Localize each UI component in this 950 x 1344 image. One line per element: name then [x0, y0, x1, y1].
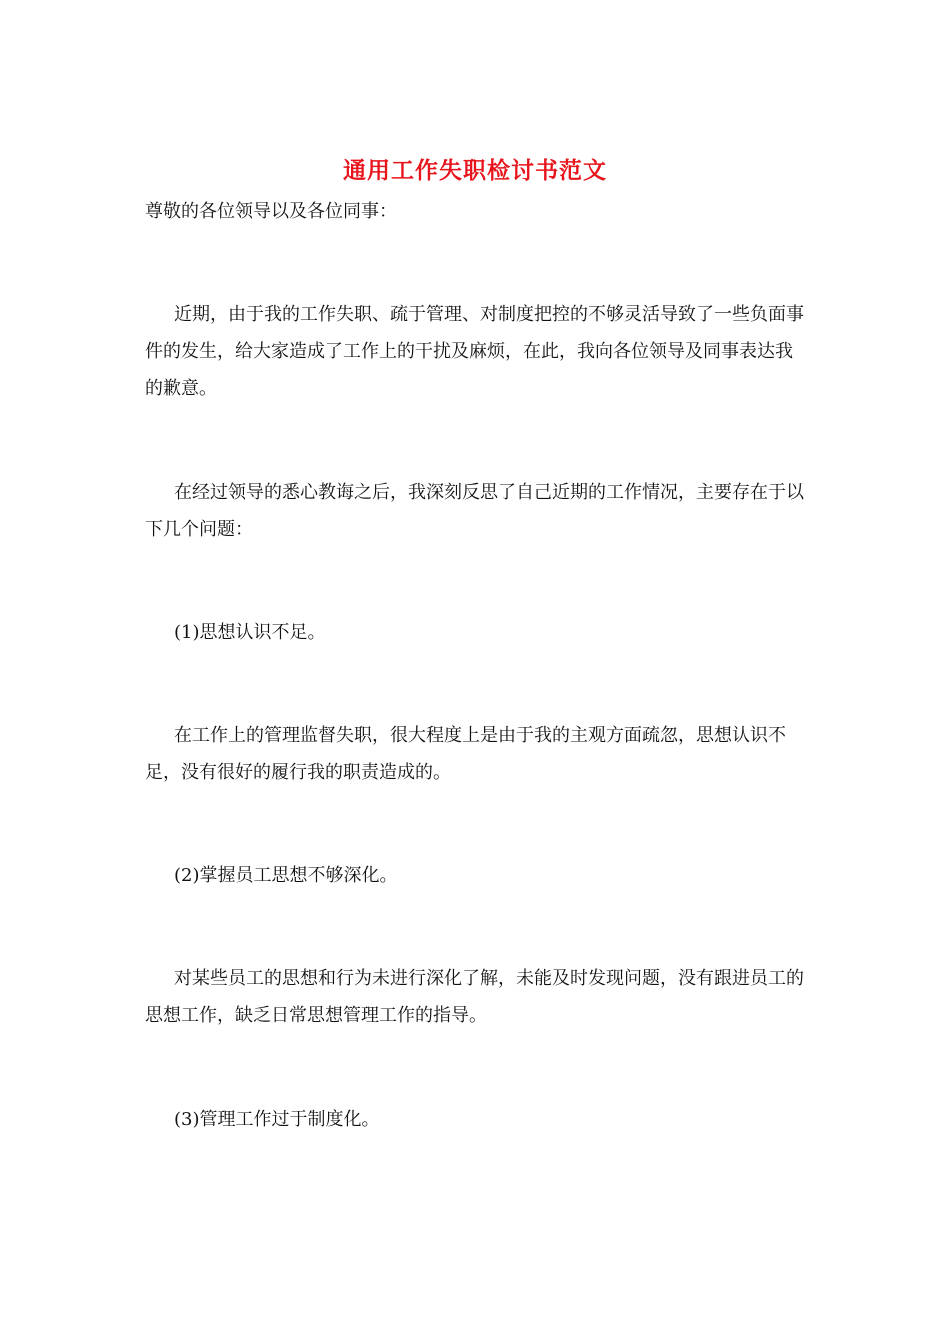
- paragraph-reflection: 在经过领导的悉心教诲之后，我深刻反思了自己近期的工作情况，主要存在于以下几个问题：: [145, 482, 804, 540]
- document-title: 通用工作失职检讨书范文: [343, 157, 607, 184]
- paragraph-intro: 近期，由于我的工作失职、疏于管理、对制度把控的不够灵活导致了一些负面事件的发生，给大家造成了工作上的干扰及麻烦，在此，我向各位领导及同事表达我的歉意。: [145, 304, 804, 399]
- point-heading-2: (2)掌握员工思想不够深化。: [174, 865, 398, 886]
- salutation: 尊敬的各位领导以及各位同事：: [145, 201, 397, 222]
- point-body-1: 在工作上的管理监督失职，很大程度上是由于我的主观方面疏忽，思想认识不足，没有很好的履行我的职责造成的。: [145, 725, 786, 783]
- point-heading-3: (3)管理工作过于制度化。: [174, 1109, 380, 1130]
- point-body-2: 对某些员工的思想和行为未进行深化了解，未能及时发现问题，没有跟进员工的思想工作，缺乏日常思想管理工作的指导。: [145, 968, 804, 1026]
- point-heading-1: (1)思想认识不足。: [174, 622, 326, 643]
